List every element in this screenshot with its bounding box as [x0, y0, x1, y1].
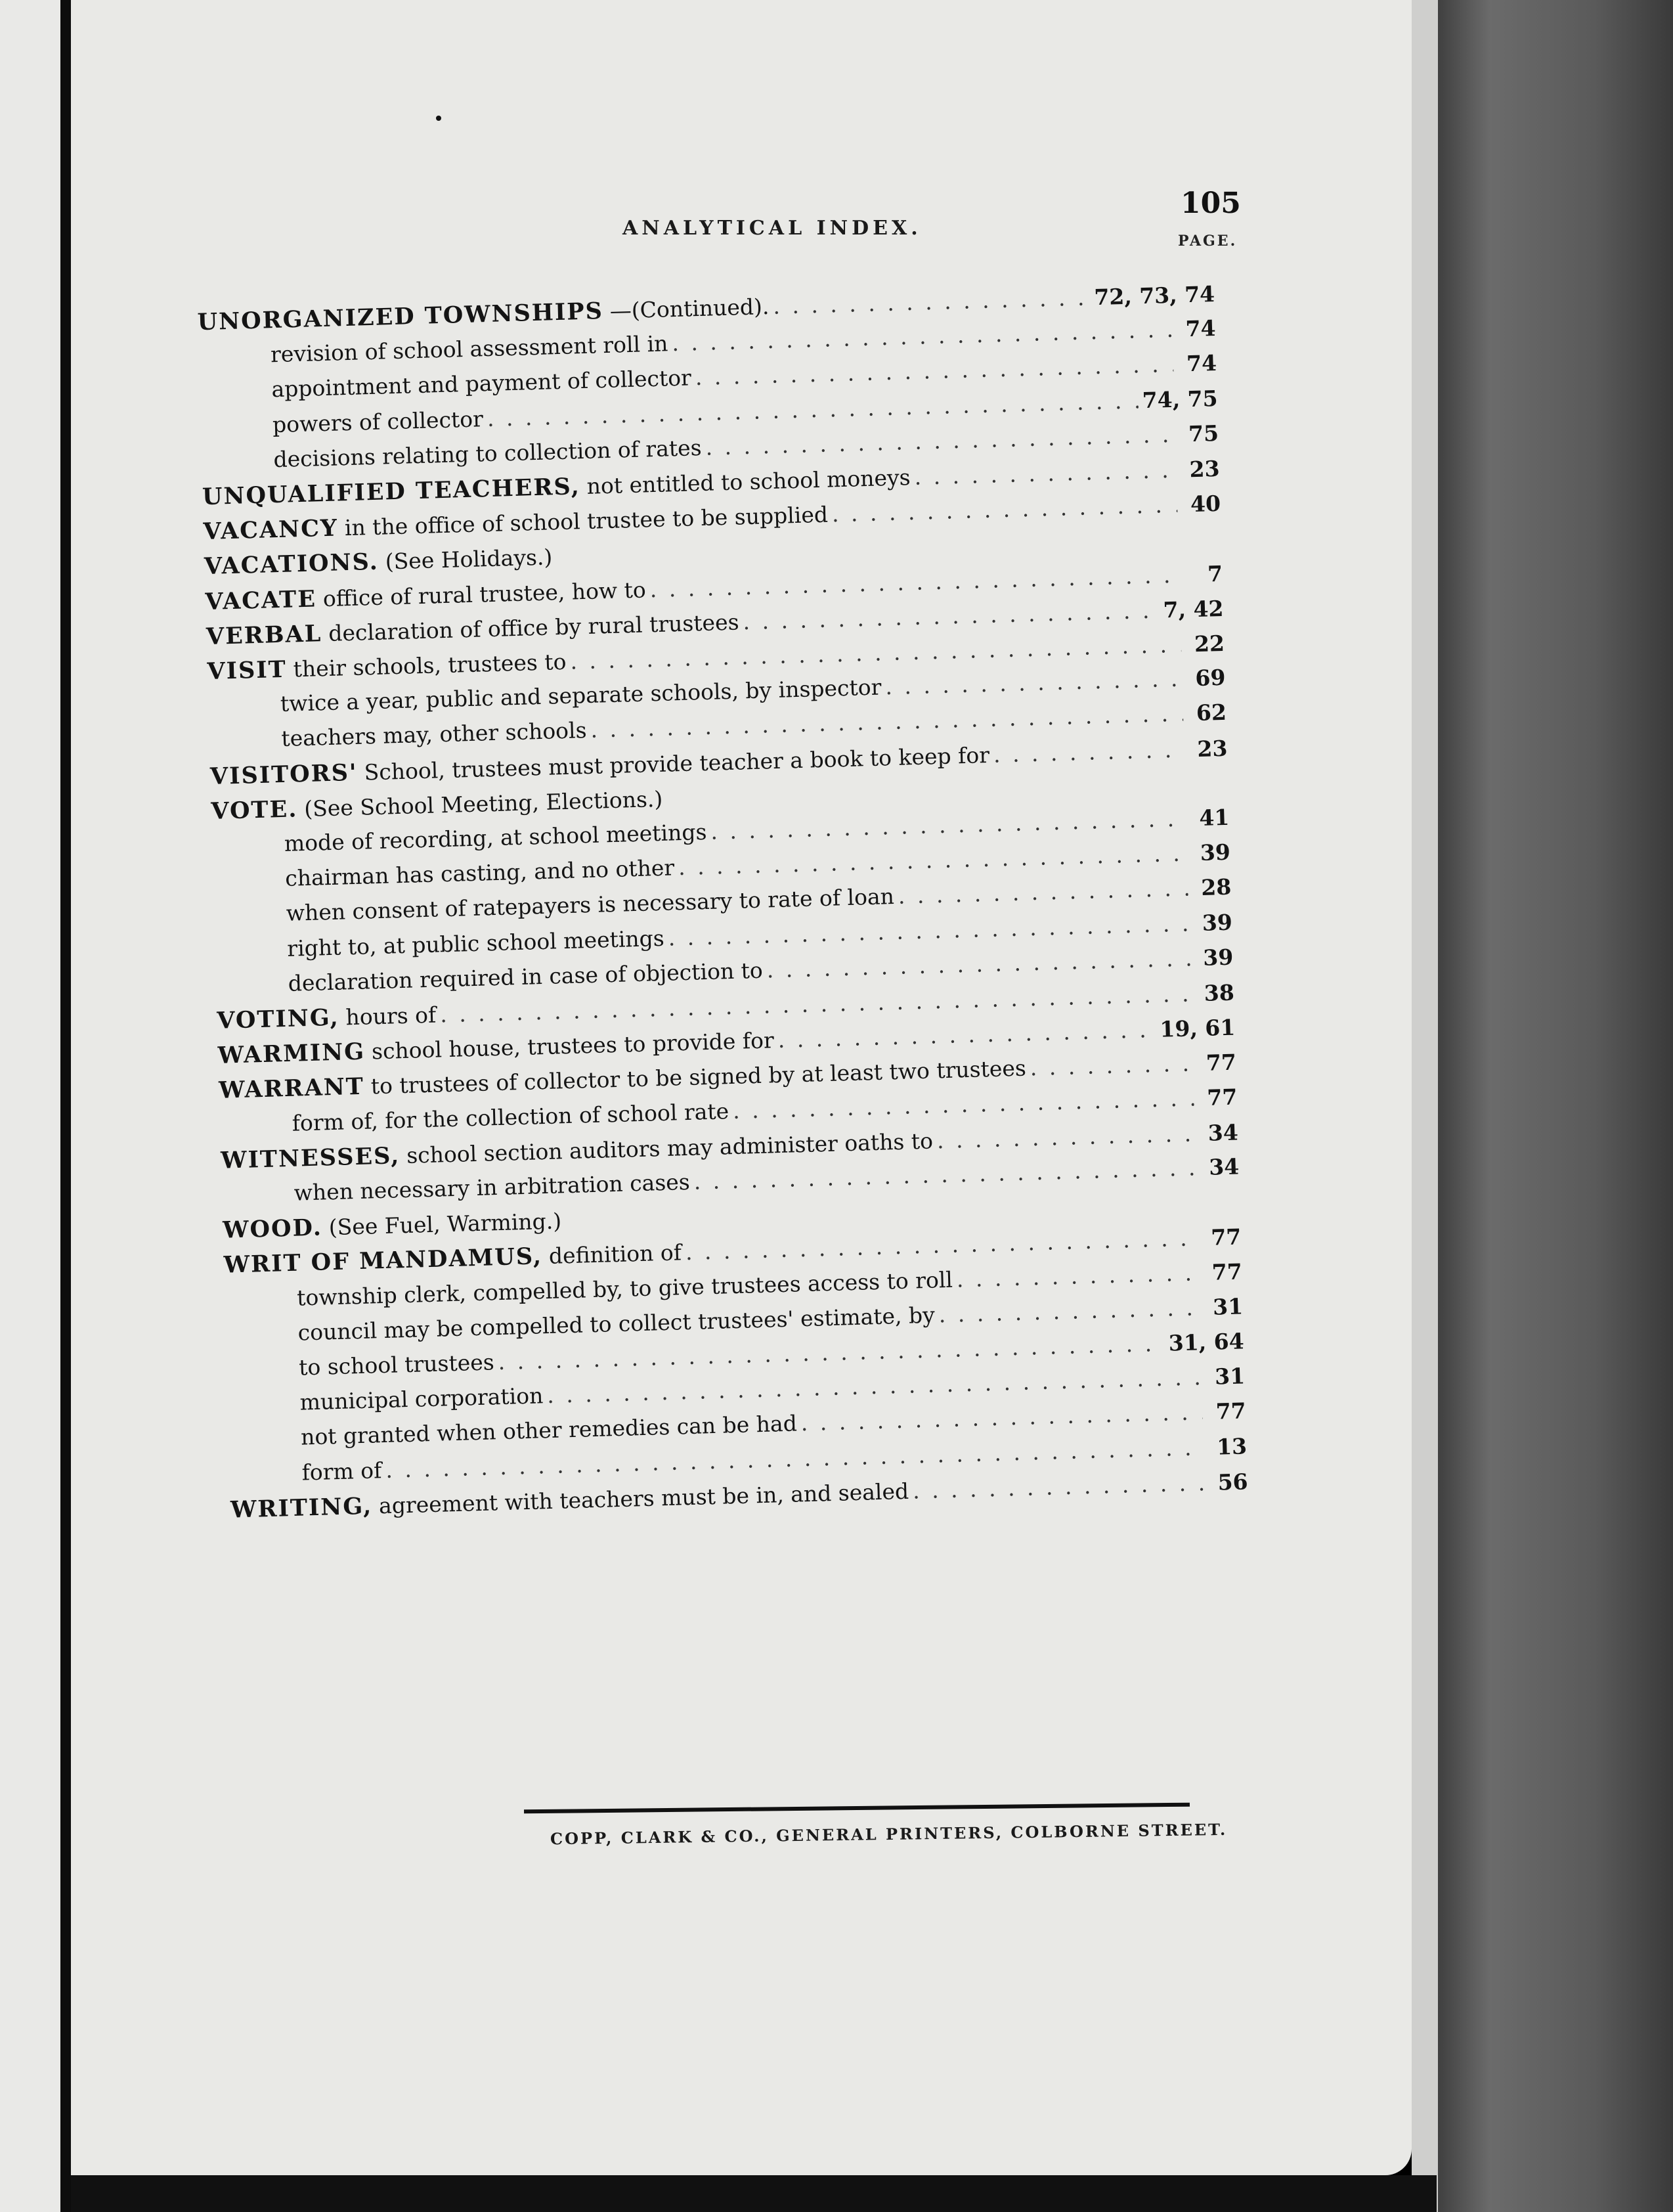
entry-description: powers of collector: [272, 405, 484, 437]
entry-page-refs: 77: [1210, 1224, 1242, 1251]
dot-leader: [649, 562, 1179, 602]
entry-page-refs: 72, 73, 74: [1093, 281, 1215, 311]
page-column-label: PAGE.: [1178, 232, 1238, 250]
entry-page-refs: 77: [1211, 1258, 1243, 1285]
entry-page-refs: 31: [1212, 1293, 1244, 1320]
entry-description: chairman has casting, and no other: [284, 854, 675, 892]
entry-page-refs: 39: [1202, 909, 1233, 936]
entry-page-refs: 22: [1194, 630, 1225, 657]
entry-page-refs: 31: [1214, 1363, 1246, 1390]
entry-description: definition of: [548, 1239, 682, 1270]
entry-page-refs: 77: [1206, 1049, 1237, 1076]
entry-description: municipal corporation: [299, 1382, 544, 1415]
entry-description: (See Fuel, Warming.): [328, 1208, 562, 1241]
entry-description: appointment and payment of collector: [271, 365, 692, 403]
dot-leader: [956, 1260, 1199, 1292]
entry-description: when necessary in arbitration cases: [293, 1168, 691, 1206]
entry-description: declaration of office by rural trustees: [328, 609, 739, 646]
entry-description: hours of: [345, 1002, 437, 1030]
dot-leader: [912, 1470, 1205, 1503]
entry-page-refs: 39: [1200, 839, 1231, 866]
entry-description: their schools, trustees to: [293, 648, 567, 682]
entry-description: (See Holidays.): [385, 544, 553, 575]
entry-description: (See School Meeting, Elections.): [303, 785, 663, 822]
entry-description: office of rural trustee, how to: [322, 576, 647, 611]
entry-page-refs: 7: [1207, 560, 1223, 587]
entry-term: WRITING,: [230, 1492, 373, 1524]
entry-description: agreement with teachers must be in, and sealed: [378, 1478, 909, 1519]
dot-leader: [695, 351, 1173, 390]
entry-page-refs: 56: [1217, 1469, 1249, 1495]
printer-imprint: COPP, CLARK & CO., GENERAL PRINTERS, COLBORNE STREET.: [550, 1819, 1228, 1849]
entry-description: to school trustees: [298, 1349, 495, 1381]
dot-leader: [898, 875, 1188, 909]
entry-term: VACATIONS.: [204, 548, 380, 581]
entry-term: VACANCY: [203, 514, 339, 546]
entry-description: form of: [301, 1457, 382, 1486]
dot-leader: [705, 422, 1176, 460]
entry-description: township clerk, compelled by, to give trustees access to roll: [296, 1266, 953, 1311]
entry-page-refs: [663, 805, 703, 807]
dot-leader: [766, 945, 1190, 983]
entry-description: declaration required in case of objection to: [288, 957, 764, 996]
entry-term: WARRANT: [218, 1073, 365, 1105]
entry-page-refs: 7, 42: [1163, 595, 1224, 623]
entry-description: school house, trustees to provide for: [371, 1027, 775, 1065]
entry-term: VOTE.: [210, 795, 298, 825]
entry-page-refs: 38: [1204, 979, 1235, 1006]
entry-description: to trustees of collector to be signed by at least two trustees: [370, 1055, 1027, 1099]
entry-page-refs: 40: [1190, 491, 1221, 518]
running-title: ANALYTICAL INDEX.: [622, 217, 922, 240]
entry-page-refs: [553, 564, 592, 565]
entry-description: council may be compelled to collect trustees' estimate, by: [297, 1302, 936, 1346]
dot-leader: [914, 457, 1177, 490]
entry-description: teachers may, other schools: [280, 717, 588, 752]
dot-leader: [885, 666, 1183, 700]
dot-leader: [710, 806, 1186, 845]
entry-page-refs: 41: [1198, 804, 1230, 831]
page-number: 105: [1181, 187, 1241, 220]
dot-leader: [773, 284, 1091, 319]
facing-page-edge: [0, 0, 60, 2212]
entry-term: WARMING: [217, 1038, 366, 1070]
entry-term: WRIT OF MANDAMUS,: [223, 1243, 543, 1279]
index-page: [71, 0, 1412, 2175]
entry-description: not entitled to school moneys: [586, 464, 911, 499]
entry-description: form of, for the collection of school rate: [292, 1097, 729, 1136]
entry-page-refs: 69: [1194, 664, 1226, 692]
entry-term: VISITORS': [209, 759, 358, 790]
dot-leader: [672, 317, 1173, 356]
entry-term: UNORGANIZED TOWNSHIPS: [197, 298, 604, 336]
entry-description: school section auditors may administer oaths to: [406, 1128, 934, 1168]
entry-description: decisions relating to collection of rates: [273, 434, 703, 472]
entry-term: WOOD.: [222, 1214, 323, 1244]
dot-leader: [743, 597, 1160, 634]
dot-leader: [693, 1155, 1196, 1194]
dot-leader: [1030, 1051, 1193, 1081]
index-entries: [51, 0, 1452, 2193]
dot-leader: [685, 1226, 1198, 1266]
entry-page-refs: 74, 75: [1142, 385, 1219, 413]
entry-page-refs: 75: [1188, 420, 1219, 447]
entry-page-refs: 74: [1185, 315, 1217, 342]
entry-description: right to, at public school meetings: [286, 925, 665, 962]
entry-page-refs: 31, 64: [1168, 1328, 1245, 1356]
entry-term: VOTING,: [216, 1004, 340, 1034]
entry-term: VERBAL: [206, 620, 322, 650]
entry-page-refs: [561, 1228, 601, 1229]
entry-description: in the office of school trustee to be supplied: [344, 501, 829, 541]
entry-description: not granted when other remedies can be had: [300, 1410, 798, 1450]
dot-leader: [936, 1120, 1195, 1153]
dot-leader: [800, 1400, 1203, 1436]
entry-description: —(Continued).: [609, 293, 770, 324]
entry-description: mode of recording, at school meetings: [284, 818, 707, 856]
entry-description: when consent of ratepayers is necessary to rate of loan: [286, 883, 895, 927]
entry-page-refs: 77: [1215, 1398, 1247, 1425]
entry-page-refs: 13: [1216, 1432, 1248, 1460]
entry-page-refs: 19, 61: [1159, 1014, 1236, 1042]
entry-term: VISIT: [206, 655, 288, 686]
entry-page-refs: 28: [1200, 874, 1232, 901]
entry-page-refs: 77: [1206, 1084, 1238, 1111]
book-cover-edge: [1412, 0, 1673, 2212]
entry-description: twice a year, public and separate schools, by inspector: [280, 674, 882, 717]
entry-page-refs: 34: [1207, 1119, 1239, 1146]
entry-description: revision of school assessment roll in: [270, 330, 668, 368]
entry-term: WITNESSES,: [220, 1141, 401, 1174]
dot-leader: [777, 1017, 1156, 1053]
dot-leader: [938, 1294, 1200, 1327]
entry-description: School, trustees must provide teacher a book to keep for: [364, 741, 990, 785]
page-bottom-shadow: [71, 2175, 1437, 2212]
entry-page-refs: 23: [1196, 735, 1228, 762]
entry-page-refs: 34: [1208, 1153, 1240, 1180]
entry-page-refs: 39: [1202, 944, 1234, 971]
dot-leader: [993, 736, 1184, 767]
dot-leader: [733, 1085, 1194, 1124]
dot-leader: [831, 492, 1177, 527]
entry-term: UNQUALIFIED TEACHERS,: [202, 473, 581, 511]
entry-page-refs: 62: [1196, 699, 1227, 726]
entry-term: VACATE: [204, 585, 317, 615]
entry-page-refs: 74: [1186, 350, 1217, 377]
entry-page-refs: 23: [1189, 455, 1221, 483]
